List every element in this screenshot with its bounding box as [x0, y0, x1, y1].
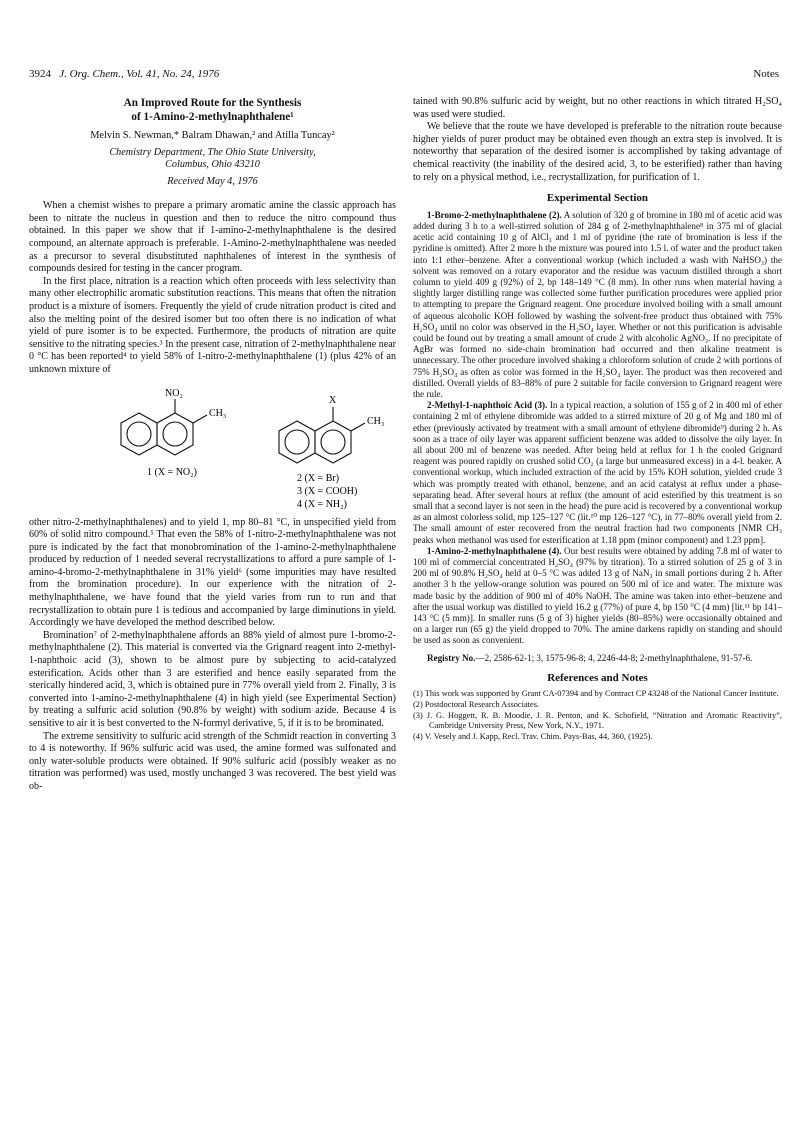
references-heading: References and Notes [547, 671, 648, 684]
procedure-text: In a typical reaction, a solution of 155 g of 2 in 400 ml of ether containing 2 ml of ethylene dibromide was added to a stirred mixture of 20 g of Mg and 180 ml of ether (previously activated by treatment with a small amount of ethylene dibromide⁹) during 2 h. As soon as a trace of oily layer was apparent sufficient benzene was added to dissolve the oily layer. In all about 200 ml of benzene was needed. After being held at reflux for 1 h the cooled Grignard reagent was poured rapidly on crushed solid CO₂ (a large but unmeasured excess) in a 4-l. beaker. A conventional workup, which included extraction of the acid by 15% KOH solution, yielded crude 3 which was promptly treated with ethanol, benzene, and an acid catalyst at reflux under a phase-separating head. After several hours at reflux (the amount of acid esterified by this treatment is so small that a second layer is not seen in the head) the pure acid is recovered by a conventional workup as an almost colorless solid, mp 125–127 °C (lit.¹⁰ mp 126–127 °C), in 77–80% overall yield from 2. The small amount of ester recovered from the neutral fraction had two components [NMR CH₃ peaks when methanol was used for esterification at 1.18 ppm (minor component) and 1.23 ppm]. [413, 400, 782, 545]
experimental-paragraph [413, 546, 782, 647]
references-list [413, 689, 782, 742]
title-line-1: An Improved Route for the Synthesis [123, 97, 302, 109]
chemical-structures [29, 383, 396, 513]
left-column [29, 96, 396, 794]
experimental-paragraph [413, 400, 782, 546]
compound-title: 1-Bromo-2-methylnaphthalene (2). [427, 209, 562, 220]
article-title [29, 96, 396, 124]
body-paragraph: In the first place, nitration is a reaction which often proceeds with less selectivity than many other electrophilic aromatic substitution reactions. This means that often the nitration product is a mixture of isomers. Frequently the yield of crude nitration product is cited and also the melting point of the desired isomer but too often there is no indication of what yield of pure isomer is to be expected. Furthermore, the products of nitration are quite sensitive to the nitrating species.³ In the present case, nitration of 2-methylnaphthalene near 0 °C has been reported⁴ to yield 58% of 1-nitro-2-methylnaphthalene (1) (plus 42% of an unknown mixture of [29, 275, 396, 375]
structure-1-substituent: NO₂ [165, 387, 183, 399]
right-column [413, 96, 782, 743]
body-paragraph: The extreme sensitivity to sulfuric acid strength of the Schmidt reaction in converting 3 to 4 is noteworthy. If 96% sulfuric acid was used, the amine formed was sulfonated and only water-soluble products were obtained. If 90% sulfuric acid (possibly weaker as no titration was performed) was used, mostly unchanged 3 was recovered. The best yield was ob- [29, 730, 396, 792]
journal-citation: J. Org. Chem., Vol. 41, No. 24, 1976 [59, 68, 220, 80]
body-paragraph: tained with 90.8% sulfuric acid by weight, but no other reactions in which titrated H₂SO₄ was used were studied. [413, 96, 782, 120]
registry-text: —2, 2586-62-1; 3, 1575-96-8; 4, 2246-44-8; 2-methylnaphthalene, 91-57-6. [475, 652, 753, 663]
body-paragraph: When a chemist wishes to prepare a primary aromatic amine the classic approach has been to nitrate the nucleus in question and then to reduce the nitro compound thus obtained. In this paper we show that if 1-amino-2-methylnaphthalene is the desired compound, an alternate approach is preferable. 1-Amino-2-methylnaphthalene was needed as a precursor to several disubstituted naphthalenes of interest in the synthesis of compounds desired for testing in the cancer program. [29, 200, 396, 275]
structure-2-substituent: X [329, 394, 337, 406]
structure-1-methyl: CH₃ [209, 407, 227, 419]
title-line-2: of 1-Amino-2-methylnaphthalene¹ [131, 111, 294, 123]
body-paragraph: We believe that the route we have developed is preferable to the nitration route because higher yields of purer product may be obtained even though an extra step is involved. It is noteworthy that separation of the desired isomer is accomplished by taking advantage of chemical reactivity (the inability of the desired acid, 3, to be esterified) rather than having to rely on a physical method, i.e., recrystallization, for purification of 1. [413, 121, 782, 183]
compound-title: 2-Methyl-1-naphthoic Acid (3). [427, 400, 548, 411]
affiliation-line-1: Chemistry Department, The Ohio State University, [109, 146, 316, 158]
page-number: 3924 [29, 68, 51, 80]
structure-1 [121, 399, 207, 455]
compound-title: 1-Amino-2-methylnaphthalene (4). [427, 545, 562, 556]
structure-3-label: 3 (X = COOH) [297, 485, 358, 497]
structure-2-methyl: CH₃ [367, 415, 385, 427]
structure-2-label: 2 (X = Br) [297, 472, 340, 484]
reference-item: (4) V. Vesely and J. Kapp, Recl. Trav. Chim. Pays-Bas, 44, 360, (1925). [413, 732, 653, 742]
experimental-section [413, 210, 782, 647]
registry-label: Registry No. [427, 652, 476, 663]
section-label: Notes [753, 68, 779, 80]
received-date: Received May 4, 1976 [167, 175, 258, 187]
procedure-text: Our best results were obtained by adding 7.8 ml of water to 100 ml of commercial concentrated H₂SO₄ (97% by titration). To a stirred solution of 25 g of 3 in 200 ml of 90.8% H₂SO₄ held at 0–5 °C was added 13 g of NaN₃ in small portions during 2 h. After another 3 h the yellow-orange solution was poured on 500 ml of ice and water. The mixture was made basic by the addition of 900 ml of 40% NaOH. The amine was taken into ether–benzene and after the usual workup was distilled to yield 16.2 g (77%) of pure 4, bp 150 °C (4 mm) [lit.¹¹ bp 141–143 °C (5 mm)]. In smaller runs (5 g of 3) higher yields (80–85%) were occasionally obtained and on a larger run (65 g) the yield dropped to 70%. The amine darkens rapidly on standing and should be used as soon as convenient. [413, 545, 783, 646]
reference-item: (3) J. G. Hoggett, R. B. Moodie, J. R. Penton, and K. Schofield, “Nitration and Aromatic Reactivity”, Cambridge University Press, New York, N.Y., 1971. [413, 711, 782, 731]
experimental-paragraph [413, 210, 782, 400]
naphthalene-structures-figure [29, 383, 396, 513]
reference-item: (2) Postdoctoral Research Associates. [413, 700, 540, 710]
authors: Melvin S. Newman,* Balram Dhawan,² and Atilla Tuncay² [90, 130, 335, 141]
affiliation [29, 147, 396, 172]
experimental-heading: Experimental Section [546, 192, 649, 205]
registry-numbers [413, 653, 782, 664]
body-paragraph: Bromination⁷ of 2-methylnaphthalene affords an 88% yield of almost pure 1-bromo-2-methylnaphthalene (2). This material is converted via the Grignard reagent into 2-methyl-1-naphthoic acid (3), shown to be almost pure by subjecting to acid-catalyzed esterification. Acids other than 3 are esterified and hence easily separated from the sterically hindered acid, 3, which is obtained pure in 77% overall yield from 2. Finally, 3 is converted into 1-amino-2-methylnaphthalene (4) in high yield (see Experimental Section) by treating a sulfuric acid solution (90.8% by weight) with sodium azide. Because 4 is sensitive to air it is best converted to the N-formyl derivative, 5, if it is to be brominated. [29, 629, 396, 729]
affiliation-line-2: Columbus, Ohio 43210 [165, 159, 260, 171]
procedure-text: A solution of 320 g of bromine in 180 ml of acetic acid was added during 3 h to a well-stirred solution of 284 g of 2-methylnaphthalene⁸ in 375 ml of glacial acetic acid containing 10 g of AlCl₃ and 1 ml of pyridine (the rate of bromination is less if the pyridine is omitted). After 2 more h the mixture was poured into 1.5 l. of water and the product taken into 1:1 ether–benzene. After a conventional workup (which included a wash with NaHSO₃) the solvent was removed on a rotary evaporator and the residue was vacuum distilled through a short column to yield 409 g (92%) of 2, bp 148–149 °C (8 mm). In other runs when material having a slightly larger distilling range was collected some further purification procedures were applied prior to attempting to prepare the Grignard reagent. One procedure involved boiling with a small amount of aqueous alcoholic KOH followed by washing the solvent-free product thus obtained with 75% H₂SO₄ until no color was observed in the H₂SO₄ layer. Whether or not this purification is advisable could be found out by treating a small amount of crude 2 with alcoholic AgNO₃. If no precipitate of AgBr was formed no side-chain bromination had occurred and then alkaline treatment is unnecessary. The other procedure involved shaking a chloroform solution of crude 2 with portions of 75% H₂SO₄ as often as color was formed in the H₂SO₄ layer. The product was then recovered and distilled. Overall yields of 83–88% of pure 2 suitable for facile conversion to Grignard reagent were the rule. [413, 209, 783, 399]
structure-4-label: 4 (X = NH₂) [297, 498, 347, 510]
structure-1-label: 1 (X = NO₂) [147, 466, 197, 478]
reference-item: (1) This work was supported by Grant CA-07394 and by Contract CP 43248 of the National Cancer Institute. [413, 689, 779, 699]
header-left [29, 68, 219, 80]
body-paragraph: other nitro-2-methylnaphthalenes) and to yield 1, mp 80–81 °C, in unspecified yield from 60% of solid nitro compound.⁵ That even the 58% of 1-nitro-2-methylnaphthalene was not pure is indicated by the fact that monobromination of the 1-amino-2-methylnaphthalene produced by reduction of 1 needed several recrystallizations to afford a pure sample of 1-amino-4-bromo-2-methylnaphthalene in 31% yield⁶ (some impurities may have resulted from the bromination procedure). In our experience with the nitration of 2-methylnaphthalene, we have found that the yield varies from run to run and that recrystallization to obtain pure 1 is tedious and accompanied by large diminutions in yield. Accordingly we have developed the method described below. [29, 516, 396, 629]
page-header [29, 68, 779, 84]
structure-2 [279, 407, 365, 463]
